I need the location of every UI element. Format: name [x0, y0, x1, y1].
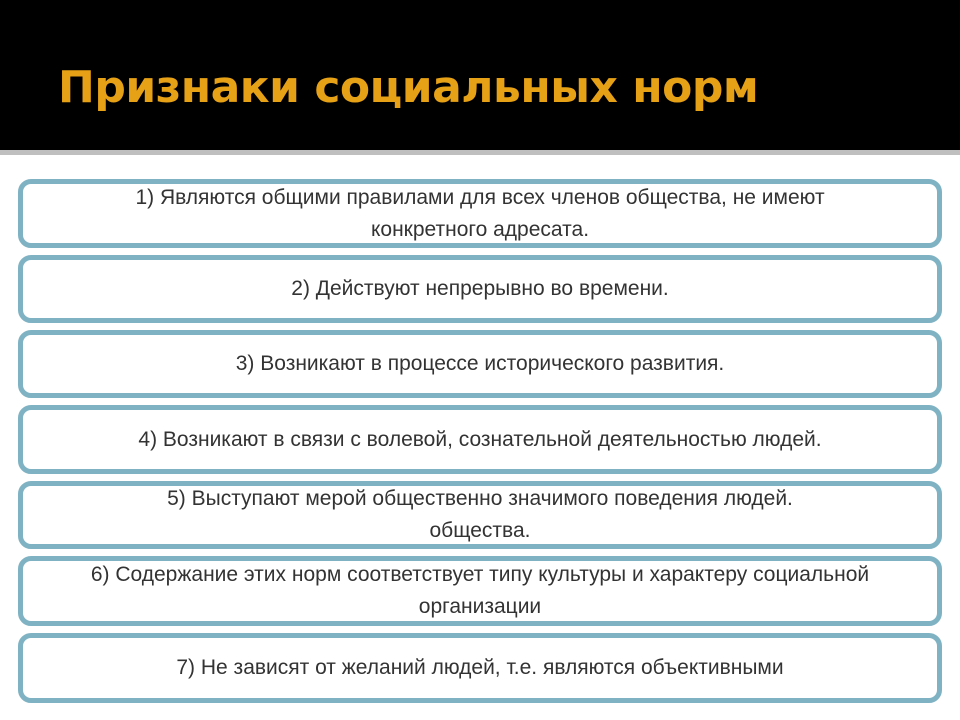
content-area — [0, 155, 960, 720]
feature-box-3 — [18, 330, 942, 398]
feature-text-3 — [236, 348, 725, 380]
feature-text-2 — [291, 273, 668, 305]
feature-text-7-line-1: 7) Не зависят от желаний людей, т.е. являются объективными — [176, 656, 784, 679]
feature-box-5 — [18, 481, 942, 549]
feature-text-6-line-2: организации — [418, 595, 542, 618]
feature-text-1 — [135, 182, 824, 246]
feature-text-6-line-1: 6) Содержание этих норм соответствует типу культуры и характеру социальной — [90, 563, 870, 586]
slide-title: Признаки социальных норм — [58, 62, 759, 113]
feature-text-7 — [176, 652, 783, 684]
feature-box-7 — [18, 633, 942, 703]
feature-text-5 — [167, 483, 793, 547]
feature-text-5-line-2: общества. — [429, 519, 531, 542]
title-bar — [0, 0, 960, 150]
feature-text-4 — [138, 424, 821, 456]
feature-text-6 — [91, 559, 869, 623]
feature-text-5-line-1: 5) Выступают мерой общественно значимого поведения людей. — [167, 487, 793, 510]
feature-text-4-line-1: 4) Возникают в связи с волевой, сознательной деятельностью людей. — [138, 427, 822, 451]
feature-box-4 — [18, 405, 942, 474]
feature-box-2 — [18, 255, 942, 323]
feature-box-6 — [18, 556, 942, 626]
feature-text-2-line-1: 2) Действуют непрерывно во времени. — [291, 277, 669, 300]
feature-text-3-line-1: 3) Возникают в процессе исторического развития. — [235, 352, 725, 375]
feature-box-1 — [18, 179, 942, 248]
feature-text-1-line-2: конкретного адресата. — [370, 217, 590, 241]
feature-text-1-line-1: 1) Являются общими правилами для всех членов общества, не имеют — [135, 185, 825, 209]
